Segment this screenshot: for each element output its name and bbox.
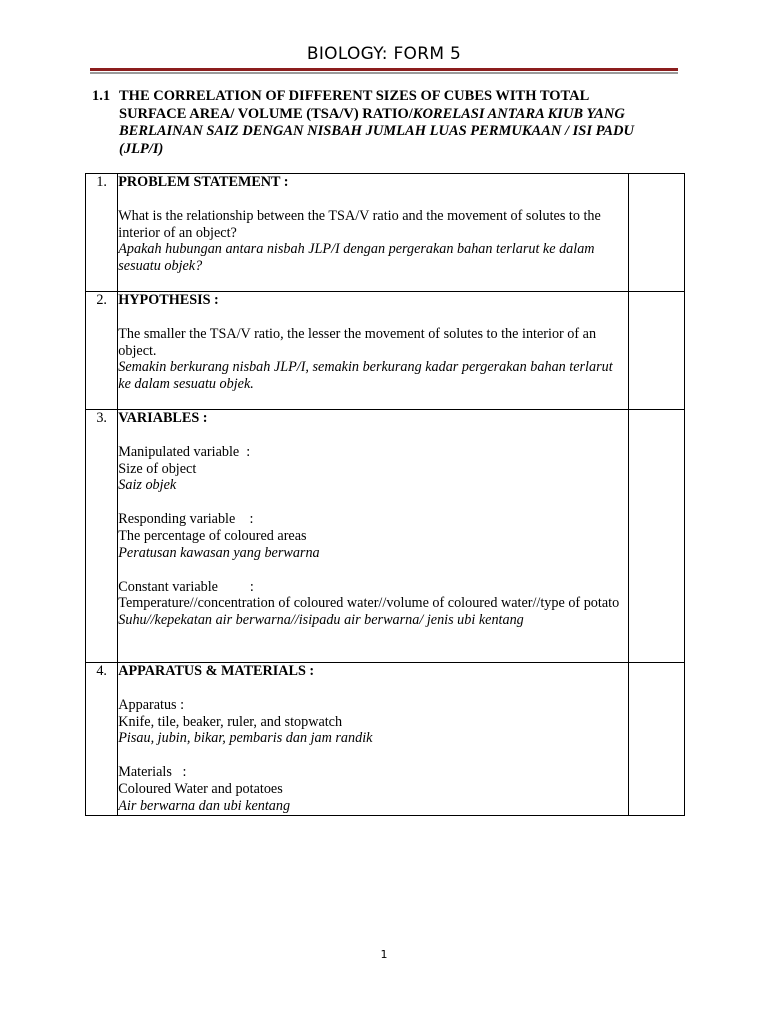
row-number: 2. xyxy=(86,292,118,410)
manipulated-variable-en: Size of object xyxy=(118,460,197,477)
section-number: 1.1 xyxy=(92,88,111,104)
row-number: 1. xyxy=(86,174,118,292)
check-cell xyxy=(628,292,684,410)
check-cell xyxy=(628,410,684,663)
constant-variable-my: Suhu//kepekatan air berwarna//isipadu air berwarna/ jenis ubi kentang xyxy=(118,612,524,629)
constant-variable-en: Temperature//concentration of coloured water//volume of coloured water//type of potato xyxy=(118,595,620,612)
page-number: 1 xyxy=(380,948,388,961)
row-content xyxy=(118,410,628,663)
check-cell xyxy=(628,174,684,292)
responding-variable-label: Responding variable : xyxy=(118,511,254,528)
hypothesis-en: The smaller the TSA/V ratio, the lesser the movement of solutes to the interior of an object. xyxy=(118,325,597,359)
row-title: PROBLEM STATEMENT : xyxy=(118,174,289,190)
row-number: 3. xyxy=(86,410,118,663)
table-row xyxy=(86,174,685,292)
section-title-my: KORELASI ANTARA KIUB YANG BERLAINAN SAIZ DENGAN NISBAH JUMLAH LUAS PERMUKAAN / ISI PADU (JLP/I) xyxy=(119,105,634,157)
materials-my: Air berwarna dan ubi kentang xyxy=(118,797,291,814)
responding-variable-my: Peratusan kawasan yang berwarna xyxy=(118,544,320,561)
row-content xyxy=(118,292,628,410)
section-title xyxy=(119,88,652,158)
row-content xyxy=(118,663,628,816)
problem-statement-en: What is the relationship between the TSA/V ratio and the movement of solutes to the interior of an object? xyxy=(118,207,601,241)
check-cell xyxy=(628,663,684,816)
apparatus-label: Apparatus : xyxy=(118,696,185,713)
table-row xyxy=(86,663,685,816)
manipulated-variable-label: Manipulated variable : xyxy=(118,443,251,460)
row-title: HYPOTHESIS : xyxy=(118,292,219,308)
problem-statement-my: Apakah hubungan antara nisbah JLP/I dengan pergerakan bahan terlarut ke dalam sesuatu objek? xyxy=(118,241,595,275)
constant-variable-label: Constant variable : xyxy=(118,578,254,595)
row-title: APPARATUS & MATERIALS : xyxy=(118,663,315,679)
responding-variable-en: The percentage of coloured areas xyxy=(118,527,307,544)
section-title-en: THE CORRELATION OF DIFFERENT SIZES OF CUBES WITH TOTAL SURFACE AREA/ VOLUME (TSA/V) RATIO/ xyxy=(119,88,589,122)
experiment-table xyxy=(85,173,685,816)
section-heading xyxy=(92,88,652,158)
header-rule-red xyxy=(90,68,678,71)
document-header-title: BIOLOGY: FORM 5 xyxy=(306,44,462,64)
table-row xyxy=(86,292,685,410)
apparatus-my: Pisau, jubin, bikar, pembaris dan jam randik xyxy=(118,730,373,747)
apparatus-en: Knife, tile, beaker, ruler, and stopwatch xyxy=(118,713,343,730)
materials-label: Materials : xyxy=(118,764,187,781)
manipulated-variable-my: Saiz objek xyxy=(118,477,177,494)
table-row xyxy=(86,410,685,663)
row-title: VARIABLES : xyxy=(118,410,208,426)
header-rule-gray xyxy=(90,72,678,74)
row-number: 4. xyxy=(86,663,118,816)
row-content xyxy=(118,174,628,292)
hypothesis-my: Semakin berkurang nisbah JLP/I, semakin berkurang kadar pergerakan bahan terlarut ke dalam sesuatu objek. xyxy=(118,359,613,393)
materials-en: Coloured Water and potatoes xyxy=(118,780,283,797)
